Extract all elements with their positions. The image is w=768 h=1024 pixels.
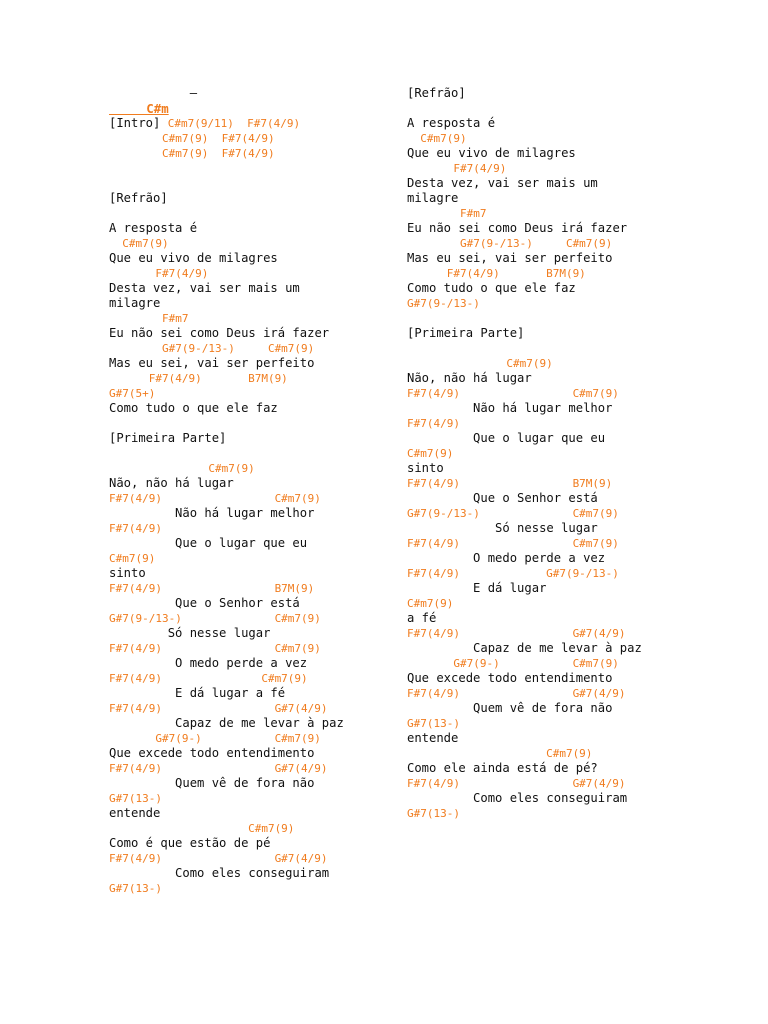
chord-row: [407, 446, 642, 461]
chord-row: [109, 761, 344, 776]
lyric-line: milagre: [109, 296, 161, 310]
chord-row: [407, 626, 642, 641]
lyric-row: [407, 521, 642, 536]
chord-row: [407, 776, 642, 791]
chord-row: [109, 146, 344, 161]
chord-row: [407, 536, 642, 551]
chord-line: F#m7: [109, 312, 189, 325]
chord-line: G#7(9-/13-) C#m7(9): [407, 507, 619, 520]
chord-line: F#7(4/9) C#m7(9): [109, 492, 321, 505]
chord-line: C#m7(9/11) F#7(4/9): [167, 117, 301, 130]
lyric-line: Desta vez, vai ser mais um: [109, 281, 300, 295]
lyric-row: [407, 221, 642, 236]
chord-line: F#7(4/9): [109, 267, 209, 280]
chord-row: [407, 356, 642, 371]
chord-row: [109, 461, 344, 476]
chord-line: G#7(13-): [109, 792, 162, 805]
section-label: [Intro]: [109, 116, 168, 130]
chord-row: [109, 821, 344, 836]
lyric-row: [109, 221, 344, 236]
lyric-row: [407, 431, 642, 446]
chord-line: F#7(4/9) B7M(9): [407, 477, 613, 490]
chord-line: G#7(9-/13-) C#m7(9): [109, 342, 315, 355]
chord-line: F#7(4/9) C#m7(9): [109, 672, 308, 685]
lyric-row: [109, 281, 344, 296]
lyric-line: Mas eu sei, vai ser perfeito: [109, 356, 315, 370]
lyric-line: Não há lugar melhor: [109, 506, 315, 520]
chord-line: F#7(4/9): [407, 162, 507, 175]
lyric-row: [407, 791, 642, 806]
lyric-line: Não, não há lugar: [109, 476, 234, 490]
chord-line: C#m7(9) F#7(4/9): [109, 147, 275, 160]
chord-line: F#7(4/9) B7M(9): [109, 372, 288, 385]
chord-line: F#7(4/9) C#m7(9): [109, 642, 321, 655]
lyric-row: [109, 566, 344, 581]
chord-row: [109, 311, 344, 326]
lyric-row: [109, 431, 344, 446]
lyric-line: Capaz de me levar à paz: [407, 641, 642, 655]
chord-line: F#7(4/9): [109, 522, 162, 535]
chord-line: G#7(9-) C#m7(9): [407, 657, 619, 670]
chord-row: [109, 731, 344, 746]
chord-line: F#m7: [407, 207, 487, 220]
lyric-row: [407, 491, 642, 506]
chord-row: [407, 236, 642, 251]
lyric-line: A resposta é: [109, 221, 198, 235]
chord-line: G#7(9-) C#m7(9): [109, 732, 321, 745]
lyric-row: [407, 86, 642, 101]
chord-line: C#m7(9): [109, 462, 255, 475]
chord-row: [407, 386, 642, 401]
lyric-row: [109, 596, 344, 611]
spacer: [407, 311, 642, 326]
lyric-row: [109, 251, 344, 266]
lyric-row: [407, 146, 642, 161]
lyric-row: [407, 701, 642, 716]
chord-line: G#7(13-): [407, 807, 460, 820]
chord-line: C#m7(9): [407, 747, 593, 760]
lyric-line: Mas eu sei, vai ser perfeito: [407, 251, 613, 265]
chord-line: F#7(4/9) G#7(4/9): [109, 762, 328, 775]
chord-row: [407, 596, 642, 611]
chord-row: [407, 206, 642, 221]
chord-line: G#7(5+): [109, 387, 156, 400]
chord-row: [407, 566, 642, 581]
lyric-line: sinto: [109, 566, 146, 580]
lyric-row: [109, 506, 344, 521]
chord-line: F#7(4/9) G#7(9-/13-): [407, 567, 619, 580]
lyric-line: Como eles conseguiram: [109, 866, 330, 880]
lyric-line: A resposta é: [407, 116, 496, 130]
lyric-line: Que excede todo entendimento: [109, 746, 315, 760]
lyric-line: Quem vê de fora não: [109, 776, 315, 790]
lyric-line: O medo perde a vez: [407, 551, 606, 565]
lyric-line: sinto: [407, 461, 444, 475]
chord-line: G#7(9-/13-) C#m7(9): [109, 612, 321, 625]
chord-row: [109, 581, 344, 596]
lyric-line: Como ele ainda está de pé?: [407, 761, 598, 775]
chord-row: [407, 161, 642, 176]
lyric-row: [407, 731, 642, 746]
chord-row: [407, 476, 642, 491]
lyric-row: [407, 191, 642, 206]
chord-row: [109, 851, 344, 866]
chord-row: [109, 386, 344, 401]
lyric-row: [407, 461, 642, 476]
chord-line: F#7(4/9) G#7(4/9): [407, 687, 626, 700]
lyric-line: Quem vê de fora não: [407, 701, 613, 715]
chord-line: C#m7(9): [407, 597, 454, 610]
chord-row: [407, 656, 642, 671]
lyric-line: Eu não sei como Deus irá fazer: [407, 221, 628, 235]
chord-line: G#7(13-): [109, 882, 162, 895]
chord-line: C#m7(9) F#7(4/9): [109, 132, 275, 145]
lyric-row: [407, 551, 642, 566]
lyric-row: [109, 86, 344, 101]
chord-line: F#7(4/9) G#7(4/9): [407, 627, 626, 640]
lyric-line: Que o lugar que eu: [109, 536, 308, 550]
lyric-line: Só nesse lugar: [407, 521, 598, 535]
lyric-line: Que o Senhor está: [109, 596, 300, 610]
lyric-row: [109, 836, 344, 851]
lyric-line: [Refrão]: [407, 86, 466, 100]
chord-line: G#7(9-/13-): [407, 297, 480, 310]
lyric-line: Não, não há lugar: [407, 371, 532, 385]
song-key: C#m: [109, 101, 169, 116]
lyric-row: [109, 776, 344, 791]
lyric-row: [407, 281, 642, 296]
lyric-row: [407, 116, 642, 131]
lyric-line: Eu não sei como Deus irá fazer: [109, 326, 330, 340]
lyric-line: Capaz de me levar à paz: [109, 716, 344, 730]
chord-line: F#7(4/9) G#7(4/9): [407, 777, 626, 790]
chord-line: C#m7(9): [109, 237, 169, 250]
chord-row: [109, 491, 344, 506]
chord-line: F#7(4/9) B7M(9): [109, 582, 315, 595]
chord-row: [407, 716, 642, 731]
chord-line: G#7(9-/13-) C#m7(9): [407, 237, 613, 250]
lyric-row: [407, 671, 642, 686]
lyric-line: Como é que estão de pé: [109, 836, 271, 850]
lyric-line: Desta vez, vai ser mais um: [407, 176, 598, 190]
lyric-row: [407, 401, 642, 416]
lyric-line: Que o lugar que eu: [407, 431, 606, 445]
chord-row: [407, 296, 642, 311]
chord-row: [407, 686, 642, 701]
lyric-line: milagre: [407, 191, 459, 205]
lyric-row: [109, 656, 344, 671]
chord-row: [109, 881, 344, 896]
lyric-row: [109, 716, 344, 731]
lyric-line: Como eles conseguiram: [407, 791, 628, 805]
right-column: [407, 86, 642, 821]
chord-line: C#m7(9): [407, 357, 553, 370]
chord-line: F#7(4/9): [407, 417, 460, 430]
chord-line: F#7(4/9) B7M(9): [407, 267, 586, 280]
lyric-row: [407, 611, 642, 626]
lyric-line: Que o Senhor está: [407, 491, 598, 505]
spacer: [109, 446, 344, 461]
chord-row: [109, 521, 344, 536]
spacer: [109, 416, 344, 431]
lyric-line: Como tudo o que ele faz: [407, 281, 576, 295]
chord-line: C#m7(9): [109, 822, 295, 835]
spacer: [407, 101, 642, 116]
lyric-line: Que eu vivo de milagres: [109, 251, 278, 265]
lyric-line: [Primeira Parte]: [407, 326, 525, 340]
lyric-row: [109, 191, 344, 206]
chord-row: [407, 806, 642, 821]
lyric-row: [109, 686, 344, 701]
chord-row: [407, 416, 642, 431]
chord-row: [109, 371, 344, 386]
lyric-line: entende: [407, 731, 459, 745]
chord-row: [109, 641, 344, 656]
lyric-line: Que excede todo entendimento: [407, 671, 613, 685]
lyric-row: [407, 251, 642, 266]
lyric-row: [109, 296, 344, 311]
lyric-row: [109, 326, 344, 341]
lyric-line: E dá lugar: [407, 581, 547, 595]
left-column: [109, 86, 344, 896]
chord-row: [109, 266, 344, 281]
spacer: [109, 161, 344, 191]
chord-line: F#7(4/9) G#7(4/9): [109, 852, 328, 865]
chord-row: [109, 236, 344, 251]
lyric-line: [Primeira Parte]: [109, 431, 227, 445]
lyric-row: [109, 356, 344, 371]
lyric-row: [109, 806, 344, 821]
lyric-row: [109, 476, 344, 491]
chord-row: [109, 791, 344, 806]
intro-line: [109, 116, 344, 131]
chord-line: F#7(4/9) G#7(4/9): [109, 702, 328, 715]
chord-line: C#m7(9): [109, 552, 156, 565]
chord-line: F#7(4/9) C#m7(9): [407, 387, 619, 400]
chord-line: C#m7(9): [407, 132, 467, 145]
lyric-line: Que eu vivo de milagres: [407, 146, 576, 160]
spacer: [109, 206, 344, 221]
lyric-row: [407, 326, 642, 341]
chord-row: [109, 341, 344, 356]
lyric-line: [Refrão]: [109, 191, 168, 205]
lyric-row: [109, 866, 344, 881]
lyric-row: [407, 176, 642, 191]
chord-row: [407, 746, 642, 761]
chord-row: [407, 506, 642, 521]
chord-row: [407, 266, 642, 281]
lyric-row: [407, 641, 642, 656]
spacer: [407, 341, 642, 356]
key-row: [109, 101, 344, 116]
lyric-row: [407, 371, 642, 386]
chord-line: G#7(13-): [407, 717, 460, 730]
lyric-line: Só nesse lugar: [109, 626, 271, 640]
lyric-line: Como tudo o que ele faz: [109, 401, 278, 415]
chord-row: [109, 671, 344, 686]
lyric-row: [109, 746, 344, 761]
lyric-row: [109, 536, 344, 551]
lyric-row: [407, 581, 642, 596]
chord-line: F#7(4/9) C#m7(9): [407, 537, 619, 550]
chord-row: [109, 611, 344, 626]
lyric-line: Não há lugar melhor: [407, 401, 613, 415]
lyric-line: –: [109, 86, 198, 100]
chord-row: [109, 701, 344, 716]
chord-line: C#m7(9): [407, 447, 454, 460]
chord-row: [407, 131, 642, 146]
lyric-line: a fé: [407, 611, 437, 625]
lyric-row: [109, 626, 344, 641]
lyric-line: O medo perde a vez: [109, 656, 308, 670]
lyric-row: [407, 761, 642, 776]
lyric-line: entende: [109, 806, 161, 820]
lyric-row: [109, 401, 344, 416]
lyric-line: E dá lugar a fé: [109, 686, 286, 700]
chord-row: [109, 551, 344, 566]
chord-row: [109, 131, 344, 146]
